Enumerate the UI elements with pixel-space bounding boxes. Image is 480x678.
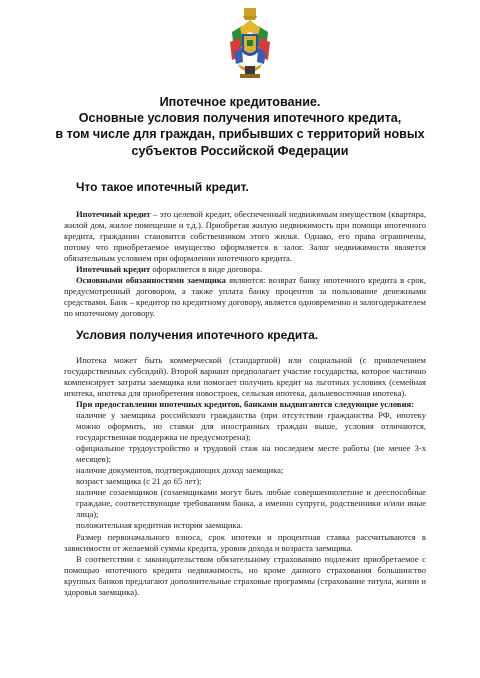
requirements-heading bbox=[64, 399, 426, 410]
section1-paragraph-2 bbox=[64, 264, 426, 275]
section1-p2-text: оформляется в виде договора. bbox=[150, 264, 262, 274]
requirement-income-docs: наличие документов, подтверждающих доход заемщика; bbox=[76, 465, 284, 475]
document-title bbox=[40, 94, 440, 159]
section1-p1-text: – это целевой кредит, обеспеченный недвижимым имуществом (квартира, жилой дом, жилое помещение и т.д.). Приобретая жилую недвижимость при помощи ипотечного кредита, гражданин становится собственником этого жилья. Однако, его права ограничены, потому что приобретаемое имущество оформляется в залог. Залог недвижимости является обязательным условием при оформлении ипотечного кредита. bbox=[64, 209, 426, 263]
term-mortgage-credit-2: Ипотечный кредит bbox=[76, 264, 151, 274]
title-line-1: Ипотечное кредитование. bbox=[159, 95, 321, 109]
term-borrower-duties: Основными обязанностями заемщика bbox=[76, 275, 226, 285]
section1-paragraph-1 bbox=[64, 209, 426, 264]
title-line-4: субъектов Российской Федерации bbox=[131, 143, 349, 158]
term-mortgage-credit: Ипотечный кредит bbox=[76, 209, 151, 219]
requirement-credit-history: положительная кредитная история заемщика. bbox=[76, 520, 243, 530]
section2-closing bbox=[64, 532, 426, 598]
coat-of-arms-emblem bbox=[228, 6, 272, 80]
section2-heading: Условия получения ипотечного кредита. bbox=[76, 328, 319, 342]
section1-p3-text: являются: возврат банку ипотечного кредита в срок, предусмотренный договором, а также уплата банку процентов за пользование денежными средствами. Банк – кредитор по кредитному договору, является одновременно и залогодержателем по ипотечному договору. bbox=[64, 275, 426, 318]
section1-body bbox=[64, 209, 426, 319]
requirement-age: возраст заемщика (с 21 до 65 лет); bbox=[76, 476, 202, 486]
section2-paragraph-2: Размер первоначального взноса, срок ипотеки и процентная ставка рассчитываются в зависимости от желаемой суммы кредита, уровня дохода и возраста заемщика. bbox=[64, 532, 426, 553]
requirements-heading-text: При предоставлении ипотечных кредитов, банками выдвигаются следующие условия: bbox=[76, 399, 415, 409]
section1-heading: Что такое ипотечный кредит. bbox=[76, 180, 249, 194]
section2-body bbox=[64, 355, 426, 531]
title-line-3: в том числе для граждан, прибывших с территорий новых bbox=[55, 127, 425, 142]
requirement-coborrowers: наличие созаемщиков (созаемщиками могут быть любые совершеннолетние и дееспособные граждане, соответствующие требованиям банка, а именно супруги, родственники и/или иные лица); bbox=[76, 487, 426, 519]
section1-paragraph-3 bbox=[64, 275, 426, 319]
requirement-employment: официальное трудоустройство и трудовой стаж на последнем месте работы (не менее 3-х месяцев); bbox=[76, 443, 426, 464]
title-line-2: Основные условия получения ипотечного кредита, bbox=[78, 111, 402, 126]
requirement-citizenship: наличие у заемщика российского гражданства (при отсутствии гражданства РФ, ипотеку можно оформить, но ставки для иностранных граждан выше, условия отличаются, государственная поддержка не предусмотрена); bbox=[76, 410, 426, 442]
section2-paragraph-3: В соответствии с законодательством обязательному страхованию подлежит приобретаемое с помощью ипотечного кредита недвижимость, но кроме данного страхования большинство крупных банков предлагают дополнительные страховые программы (страхование титула, жизни и здоровья заемщика). bbox=[64, 554, 426, 597]
section2-paragraph-1: Ипотека может быть коммерческой (стандартной) или социальной (с привлечением государственных субсидий). Второй вариант предполагает участие государства, которое частично компенсирует затраты заемщика или помогает получить кредит на льготных условиях (семейная ипотека, ипотека для приобретения новостроек, сельская ипотека, дальневосточная ипотека). bbox=[64, 355, 426, 398]
